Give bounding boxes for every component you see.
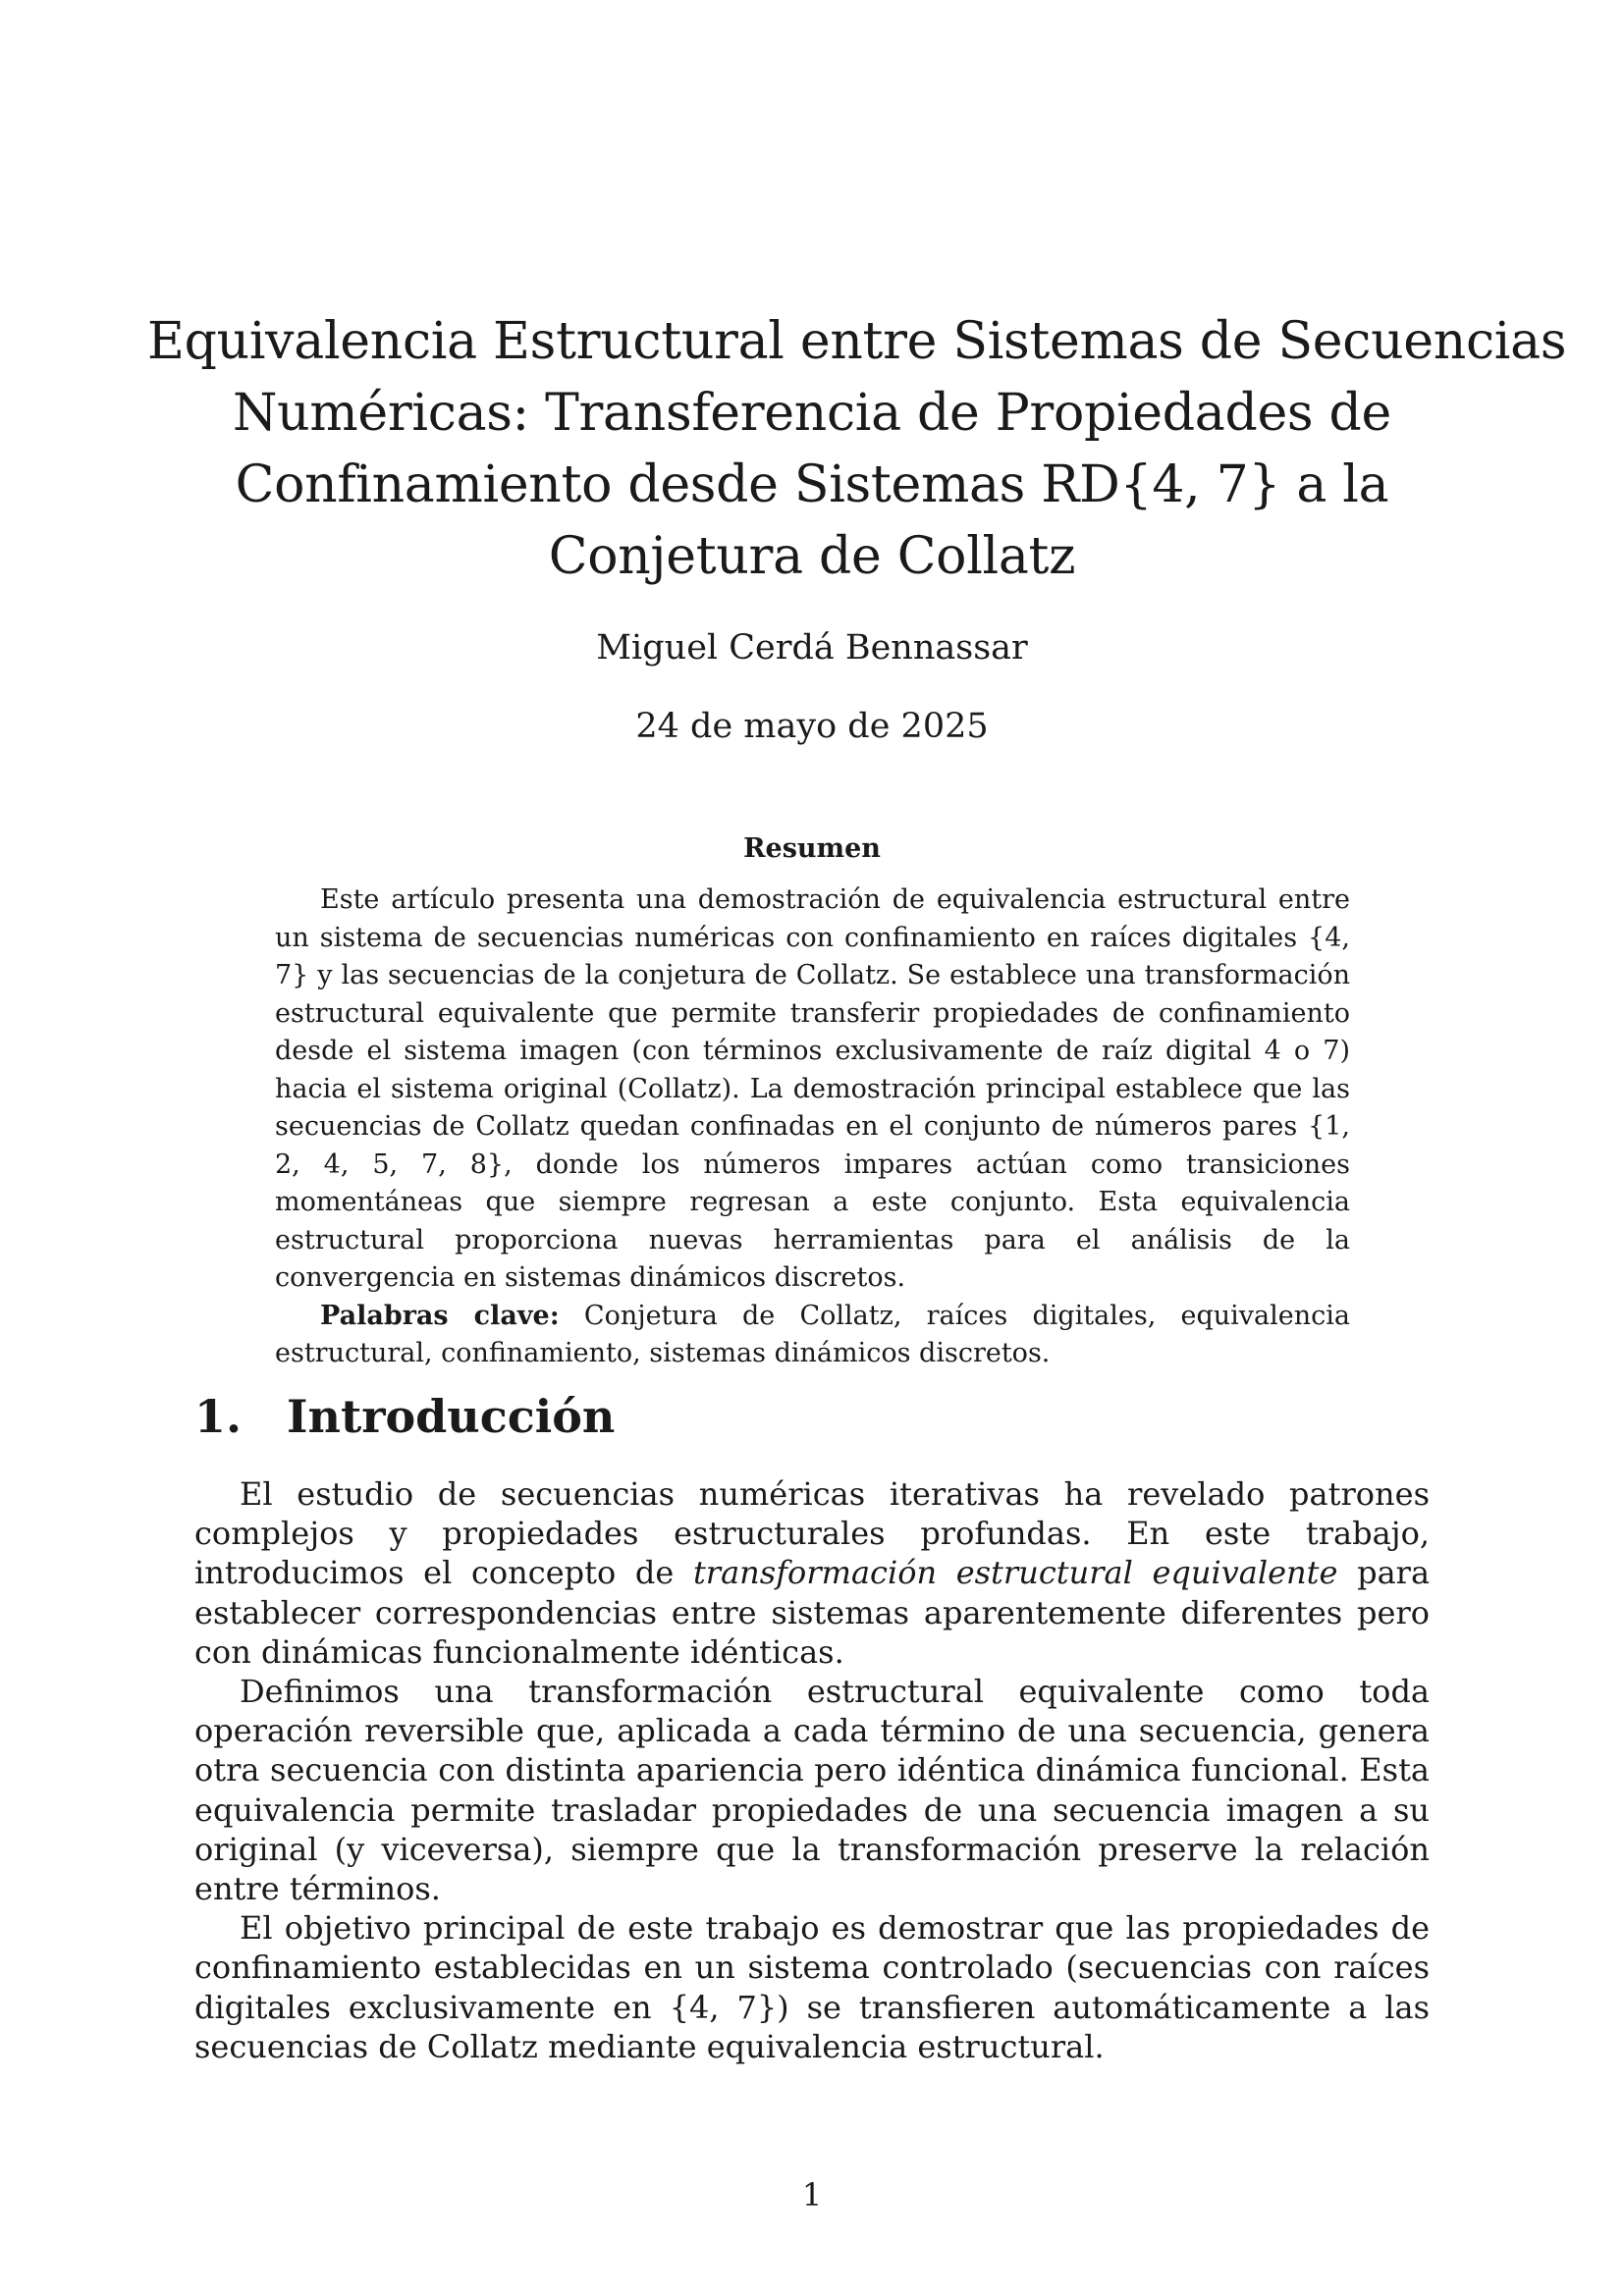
keywords-paragraph — [275, 1298, 1350, 1373]
title-line: Numéricas: Transferencia de Propiedades de — [232, 384, 1392, 443]
title-line: Conjetura de Collatz — [548, 527, 1076, 586]
title-line: Equivalencia Estructural entre Sistemas de Secuencias — [147, 312, 1567, 371]
keywords-list: Conjetura de Collatz, raíces digitales, equivalencia estructural, confinamiento, sistemas dinámicos discretos. — [275, 1300, 1350, 1368]
abstract-heading: Resumen — [743, 833, 881, 864]
title-line: Confinamiento desde Sistemas RD{4, 7} a la — [235, 455, 1389, 514]
paragraph-text: para establecer correspondencias entre sistemas aparentemente diferentes pero con dinámicas funcionalmente idénticas. — [194, 1554, 1431, 1671]
body-paragraph — [194, 1474, 1430, 1672]
paper-title — [147, 306, 1567, 593]
abstract-block — [275, 881, 1350, 1373]
author-name: Miguel Cerdá Bennassar — [596, 628, 1028, 667]
keywords-label: Palabras clave: — [320, 1300, 560, 1331]
publication-date: 24 de mayo de 2025 — [635, 707, 989, 746]
emphasis-term: transformación estructural equivalente — [692, 1554, 1338, 1592]
section-heading-introduccion — [194, 1389, 615, 1444]
body-paragraph: El objetivo principal de este trabajo es demostrar que las propiedades de confinamiento establecidas en un sistema controlado (secuencias con raíces digitales exclusivamente en {4, 7}) se transfieren automáticamente a las secuencias de Collatz mediante equivalencia estructural. — [194, 1909, 1430, 2065]
body-paragraph: Definimos una transformación estructural equivalente como toda operación reversible que, aplicada a cada término de una secuencia, genera otra secuencia con distinta apariencia pero idéntica dinámica funcional. Esta equivalencia permite trasladar propiedades de una secuencia imagen a su original (y viceversa), siempre que la transformación preserve la relación entre términos. — [194, 1673, 1430, 1908]
page-number: 1 — [801, 2176, 823, 2214]
paragraph-text: El estudio de secuencias numéricas iterativas ha revelado patrones complejos y propiedades estructurales profundas. En este trabajo, introducimos el concepto de — [194, 1475, 1430, 1592]
section-number: 1. — [194, 1390, 243, 1443]
section-title: Introducción — [287, 1390, 616, 1443]
section-body — [194, 1474, 1430, 2066]
abstract-text: Este artículo presenta una demostración de equivalencia estructural entre un sistema de secuencias numéricas con confinamiento en raíces digitales {4, 7} y las secuencias de la conjetura de Collatz. Se establece una transformación estructural equivalente que permite transferir propiedades de confinamiento desde el sistema imagen (con términos exclusivamente de raíz digital 4 o 7) hacia el sistema original (Collatz). La demostración principal establece que las secuencias de Collatz quedan confinadas en el conjunto de números pares {1, 2, 4, 5, 7, 8}, donde los números impares actúan como transiciones momentáneas que siempre regresan a este conjunto. Esta equivalencia estructural proporciona nuevas herramientas para el análisis de la convergencia en sistemas dinámicos discretos. — [275, 884, 1350, 1293]
